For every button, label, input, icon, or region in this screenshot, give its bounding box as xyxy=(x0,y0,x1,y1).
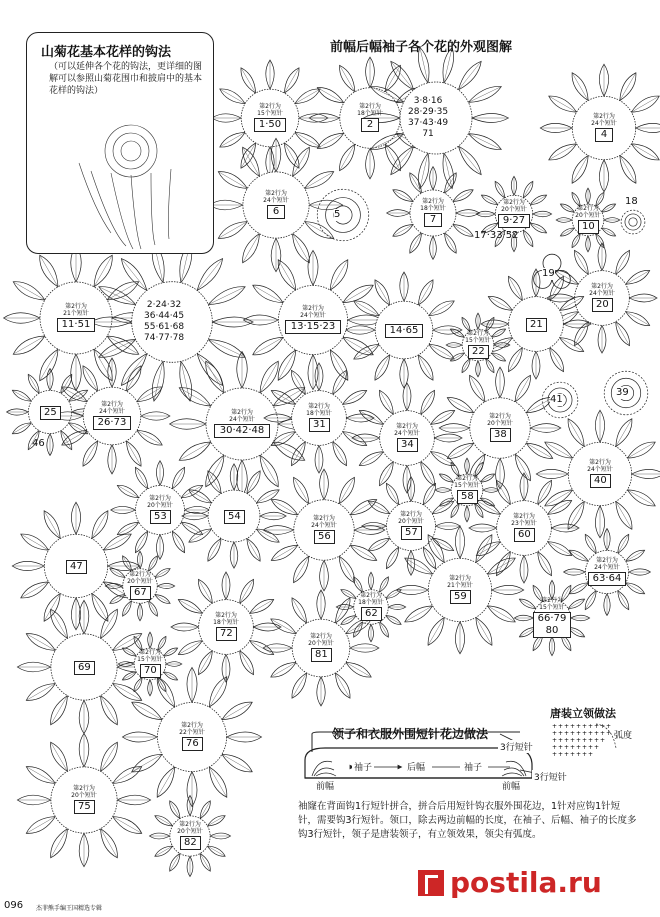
flower-row-note xyxy=(172,722,212,736)
flower-number-label: 1·50 xyxy=(254,118,286,132)
petal xyxy=(180,361,192,401)
flower-row-note xyxy=(206,612,246,626)
flower-row-note xyxy=(447,475,487,489)
collar-stitch: + xyxy=(582,751,588,758)
ring xyxy=(317,189,368,240)
flower-row-text: 第2行为 xyxy=(265,190,287,197)
flower-number-label: 38 xyxy=(490,428,511,442)
petal-vein xyxy=(391,146,414,175)
collar-stitch: + xyxy=(600,737,606,744)
collar-section-title: 唐装立领做法 xyxy=(550,707,616,720)
collar-stitch: + xyxy=(564,744,570,751)
page-number: 096 xyxy=(4,900,24,911)
flower-number-label: 59 xyxy=(450,590,471,604)
label-anchor xyxy=(481,257,483,259)
flower-row-text: 第2行为 xyxy=(593,113,615,120)
collar-stitch: + xyxy=(558,744,564,751)
flower-row-note xyxy=(568,205,608,219)
flower-motif xyxy=(621,210,645,234)
petal-vein xyxy=(99,339,136,357)
petal-vein xyxy=(208,287,245,305)
collar-stitch: + xyxy=(582,730,588,737)
watermark xyxy=(418,866,602,899)
flower-number-label: 3·8·16 28·29·35 37·43·49 71 xyxy=(408,96,449,139)
petal-vein xyxy=(179,442,211,460)
petal-vein xyxy=(458,61,481,90)
collar-arc-label: 弧度 xyxy=(614,731,633,741)
flower-number-label: 72 xyxy=(216,627,237,641)
collar-stitch: + xyxy=(588,744,594,751)
collar-stitch: + xyxy=(594,737,600,744)
flower-row-text: 第2行为 xyxy=(456,475,478,482)
collar-stitch: + xyxy=(564,730,570,737)
collar-stitch: + xyxy=(588,723,594,730)
legend-box xyxy=(26,32,214,254)
flower-row-text: 第2行为 xyxy=(149,495,171,502)
flower-number-label: 60 xyxy=(514,528,535,542)
flower-number-label: 22 xyxy=(468,345,489,359)
flower-stitch-count: 20个短针 xyxy=(575,212,601,219)
watermark-logo-icon xyxy=(418,870,444,896)
flower-number-label: 39 xyxy=(616,387,629,398)
flower-number-label: 66·79 80 xyxy=(533,612,571,638)
collar-stitch: + xyxy=(606,723,612,730)
flower-row-text: 第2行为 xyxy=(359,103,381,110)
flower-row-text: 第2行为 xyxy=(129,571,151,578)
watermark-text: postila.ru xyxy=(450,866,602,899)
collar-stitch: + xyxy=(588,730,594,737)
flower-number-label: 5 xyxy=(334,209,341,220)
flower-row-text: 第2行为 xyxy=(181,722,203,729)
collar-stitch: + xyxy=(570,744,576,751)
flower-row-note xyxy=(494,199,534,213)
collar-stitch: + xyxy=(564,751,570,758)
edge-label-front-right: 前幅 xyxy=(500,779,522,792)
flower-number-label: 14·65 xyxy=(385,324,423,338)
collar-stitch: + xyxy=(588,751,594,758)
collar-diagram xyxy=(552,723,616,758)
flower-stitch-count: 15个短针 xyxy=(137,656,163,663)
flower-row-note xyxy=(299,403,339,417)
flower-motif xyxy=(481,257,483,259)
flower-stitch-count: 20个短针 xyxy=(487,420,513,427)
flower-row-text: 第2行为 xyxy=(179,821,201,828)
flower-stitch-count: 24个短针 xyxy=(589,290,615,297)
flower-row-note xyxy=(92,401,132,415)
flower-row-text: 第2行为 xyxy=(73,785,95,792)
edge-section-title: 领子和衣服外围短针花边做法 xyxy=(332,727,489,741)
flower-row-text: 第2行为 xyxy=(422,198,444,205)
flower-number-label: 56 xyxy=(314,530,335,544)
flower-row-text: 第2行为 xyxy=(302,305,324,312)
collar-stitch: + xyxy=(576,723,582,730)
flower-motif xyxy=(39,455,41,457)
flower-row-text: 第2行为 xyxy=(400,511,422,518)
edge-scallop-right xyxy=(502,761,526,776)
flower-number-label: 17·33·52 xyxy=(474,230,519,241)
flower-stitch-count: 24个短针 xyxy=(591,120,617,127)
flower-row-text: 第2行为 xyxy=(467,330,489,337)
petal-vein xyxy=(208,339,245,357)
petal-vein xyxy=(468,87,501,103)
collar-stitch: + xyxy=(588,737,594,744)
flower-row-text: 第2行为 xyxy=(396,423,418,430)
flower-row-note xyxy=(256,190,296,204)
collar-stitch: + xyxy=(570,730,576,737)
flower-stitch-count: 20个短针 xyxy=(127,578,153,585)
collar-stitch: + xyxy=(576,744,582,751)
flower-number-label: 75 xyxy=(74,800,95,814)
edge-label-sleeve-left: 袖子 xyxy=(352,760,374,773)
collar-stitch: + xyxy=(600,723,606,730)
collar-stitch: + xyxy=(558,751,564,758)
flower-number-label: 41 xyxy=(550,394,563,405)
flower-row-note xyxy=(391,511,431,525)
flower-row-text: 第2行为 xyxy=(139,649,161,656)
page-title: 前幅后幅袖子各个花的外观图解 xyxy=(330,40,513,55)
flower-stitch-count: 18个短针 xyxy=(357,110,383,117)
petal-vein xyxy=(468,134,501,150)
flower-number-label: 58 xyxy=(457,490,478,504)
flower-number-label: 30·42·48 xyxy=(214,424,270,438)
petal-vein xyxy=(13,282,45,300)
flower-row-text: 第2行为 xyxy=(215,612,237,619)
collar-stitch: + xyxy=(570,723,576,730)
flower-number-label: 57 xyxy=(401,526,422,540)
flower-row-text: 第2行为 xyxy=(231,409,253,416)
flower-stitch-count: 22个短针 xyxy=(179,729,205,736)
flower-stitch-count: 23个短针 xyxy=(511,520,537,527)
flower-stitch-count: 18个短针 xyxy=(306,410,332,417)
flower-row-text: 第2行为 xyxy=(101,401,123,408)
flower-row-text: 第2行为 xyxy=(591,283,613,290)
flower-row-note xyxy=(580,459,620,473)
flower-number-label: 13·15·23 xyxy=(285,320,341,334)
flower-number-label: 18 xyxy=(625,196,638,207)
flower-stitch-count: 18个短针 xyxy=(213,619,239,626)
edge-scallop-left xyxy=(312,761,336,776)
petal-vein xyxy=(260,455,278,487)
flower-row-text: 第2行为 xyxy=(310,633,332,640)
flower-number-label: 31 xyxy=(309,418,330,432)
flower-row-text: 第2行为 xyxy=(577,205,599,212)
flower-number-label: 34 xyxy=(397,438,418,452)
flower-motif xyxy=(317,189,368,240)
book-title: 杰菲熊手编王国精选专辑 xyxy=(36,905,103,912)
petal-vein xyxy=(40,255,58,287)
collar-stitch: + xyxy=(606,730,612,737)
petal-vein xyxy=(40,349,58,381)
flower-stitch-count: 21个短针 xyxy=(447,582,473,589)
flower-stitch-count: 20个短针 xyxy=(71,792,97,799)
collar-stitch: + xyxy=(570,737,576,744)
flower-stitch-count: 20个短针 xyxy=(308,640,334,647)
flower-number-label: 25 xyxy=(40,406,61,420)
collar-stitch: + xyxy=(582,723,588,730)
collar-stitch: + xyxy=(552,737,558,744)
flower-row-text: 第2行为 xyxy=(65,303,87,310)
collar-stitch: + xyxy=(564,737,570,744)
collar-stitch: + xyxy=(576,737,582,744)
flower-row-note xyxy=(56,303,96,317)
flower-row-note xyxy=(120,571,160,585)
flower-row-note xyxy=(250,103,290,117)
flower-number-label: 20 xyxy=(592,298,613,312)
flower-stitch-count: 15个短针 xyxy=(257,110,283,117)
flower-row-note xyxy=(301,633,341,647)
flower-stitch-count: 24个短针 xyxy=(99,408,125,415)
flower-row-text: 第2行为 xyxy=(596,557,618,564)
flower-row-text: 第2行为 xyxy=(513,513,535,520)
collar-stitch: + xyxy=(552,730,558,737)
flower-row-note xyxy=(458,330,498,344)
flower-row-note xyxy=(532,597,572,611)
flower-row-note xyxy=(504,513,544,527)
flower-number-label: 63·64 xyxy=(588,572,626,586)
flower-row-note xyxy=(140,495,180,509)
flower-row-note xyxy=(293,305,333,319)
trefoil-loop xyxy=(552,270,570,288)
flower-stitch-count: 21个短针 xyxy=(63,310,89,317)
flower-number-label: 54 xyxy=(224,510,245,524)
flower-row-note xyxy=(584,113,624,127)
ring xyxy=(326,198,361,233)
petal-vein xyxy=(179,388,211,406)
flower-row-note xyxy=(351,592,391,606)
collar-stitch: + xyxy=(558,737,564,744)
flower-row-text: 第2行为 xyxy=(360,592,382,599)
flower-stitch-count: 20个短针 xyxy=(398,518,424,525)
flower-row-text: 第2行为 xyxy=(503,199,525,206)
flower-stitch-count: 18个短针 xyxy=(420,205,446,212)
flower-number-label: 70 xyxy=(140,664,161,678)
ring xyxy=(625,214,641,230)
petal-vein xyxy=(197,259,222,291)
flower-number-label: 6 xyxy=(267,205,285,219)
flower-row-note xyxy=(170,821,210,835)
flower-row-note xyxy=(413,198,453,212)
collar-stitch: + xyxy=(570,751,576,758)
legend-description: （可以延伸各个花的钩法，更详细的图解可以参照山菊花围巾和披肩中的基本花样的钩法） xyxy=(49,62,203,96)
flower-number-label: 2 xyxy=(361,118,379,132)
flower-number-label: 69 xyxy=(74,661,95,675)
flower-number-label: 11·51 xyxy=(57,318,95,332)
flower-stitch-count: 20个短针 xyxy=(501,206,527,213)
petal-vein xyxy=(260,361,278,393)
flower-number-label: 47 xyxy=(66,560,87,574)
petal-vein xyxy=(94,255,112,287)
flower-row-note xyxy=(480,413,520,427)
collar-stitch: + xyxy=(552,744,558,751)
legend-title: 山菊花基本花样的钩法 xyxy=(41,45,172,60)
flower-row-note xyxy=(222,409,262,423)
petal-vein xyxy=(94,349,112,381)
flower-stitch-count: 15个短针 xyxy=(539,604,565,611)
petal-vein xyxy=(121,354,146,386)
flower-row-text: 第2行为 xyxy=(541,597,563,604)
collar-stitch: + xyxy=(594,744,600,751)
flower-row-note xyxy=(350,103,390,117)
flower-number-label: 4 xyxy=(595,128,613,142)
flower-stitch-count: 24个短针 xyxy=(300,312,326,319)
petal xyxy=(418,153,429,189)
collar-stitch: + xyxy=(552,723,558,730)
petal xyxy=(443,153,454,189)
collar-stitch: + xyxy=(564,723,570,730)
flower-stitch-count: 24个短针 xyxy=(587,466,613,473)
flower-stitch-count: 24个短针 xyxy=(263,197,289,204)
collar-stitch: + xyxy=(558,723,564,730)
collar-stitch: + xyxy=(582,744,588,751)
collar-stitch: + xyxy=(594,723,600,730)
flower-row-note xyxy=(130,649,170,663)
petal-vein xyxy=(107,282,139,300)
flower-number-label: 67 xyxy=(130,586,151,600)
collar-stitch: + xyxy=(552,751,558,758)
flower-stitch-count: 24个短针 xyxy=(594,564,620,571)
collar-stitch: + xyxy=(600,730,606,737)
flower-stitch-count: 18个短针 xyxy=(358,599,384,606)
flower-row-text: 第2行为 xyxy=(313,515,335,522)
flower-row-text: 第2行为 xyxy=(259,103,281,110)
instruction-note: 袖窿在背面钩1行短针拼合，拼合后用短针钩衣服外围花边，1针对应钩1针短针，需要钩3行短针。领口，除去两边前幅的长度，在袖子、后幅、袖子的长度多钩3行短针，领子是唐装领子，有立领效果，领尖有弧度。 xyxy=(298,801,637,840)
flower-number-label: 9·27 xyxy=(498,214,530,228)
petal-vein xyxy=(391,61,414,90)
flower-number-label: 53 xyxy=(150,510,171,524)
flower-row-text: 第2行为 xyxy=(589,459,611,466)
petal xyxy=(152,361,164,401)
ring xyxy=(629,218,637,226)
petal-vein xyxy=(13,336,45,354)
petal-vein xyxy=(206,361,224,393)
flower-stitch-count: 24个短针 xyxy=(311,522,337,529)
basic-flower-chart xyxy=(71,111,191,251)
flower-stitch-count: 15个短针 xyxy=(454,482,480,489)
petal-vein xyxy=(458,146,481,175)
edge-label-back: 后幅 xyxy=(405,760,427,773)
flower-row-note xyxy=(304,515,344,529)
flower-number-label: 82 xyxy=(180,836,201,850)
flower-row-note xyxy=(64,785,104,799)
row-label-bottom: 3行短针 xyxy=(532,770,569,783)
flower-number-label: 2·24·32 36·44·45 55·61·68 74·77·78 xyxy=(144,300,185,343)
flower-number-label: 10 xyxy=(578,220,599,234)
flower-number-label: 40 xyxy=(590,474,611,488)
flower-number-label: 46 xyxy=(32,438,45,449)
row-label-top: 3行短针 xyxy=(498,740,535,753)
petal-vein xyxy=(197,354,222,386)
flower-number-label: 7 xyxy=(424,213,442,227)
flower-row-note xyxy=(582,283,622,297)
flower-stitch-count: 20个短针 xyxy=(147,502,173,509)
collar-stitch: + xyxy=(558,730,564,737)
flower-stitch-count: 24个短针 xyxy=(229,416,255,423)
label-anchor xyxy=(39,455,41,457)
collar-stitch: + xyxy=(576,751,582,758)
collar-stitch: + xyxy=(582,737,588,744)
flower-row-text: 第2行为 xyxy=(308,403,330,410)
flower-number-label: 26·73 xyxy=(93,416,131,430)
flower-row-note xyxy=(440,575,480,589)
petal-vein xyxy=(121,259,146,291)
flower-stitch-count: 20个短针 xyxy=(177,828,203,835)
edge-label-front-left: 前幅 xyxy=(314,779,336,792)
flower-row-text: 第2行为 xyxy=(449,575,471,582)
flower-stitch-count: 24个短针 xyxy=(394,430,420,437)
flower-number-label: 19 xyxy=(542,268,555,279)
flower-row-note xyxy=(387,423,427,437)
collar-stitch: + xyxy=(594,730,600,737)
flower-stitch-count: 15个短针 xyxy=(465,337,491,344)
flower-number-label: 62 xyxy=(361,607,382,621)
flower-row-note xyxy=(587,557,627,571)
flower-number-label: 81 xyxy=(311,648,332,662)
collar-stitch: + xyxy=(576,730,582,737)
flower-number-label: 21 xyxy=(526,318,547,332)
flower-number-label: 76 xyxy=(182,737,203,751)
flower-row-text: 第2行为 xyxy=(489,413,511,420)
edge-label-sleeve-right: 袖子 xyxy=(462,760,484,773)
